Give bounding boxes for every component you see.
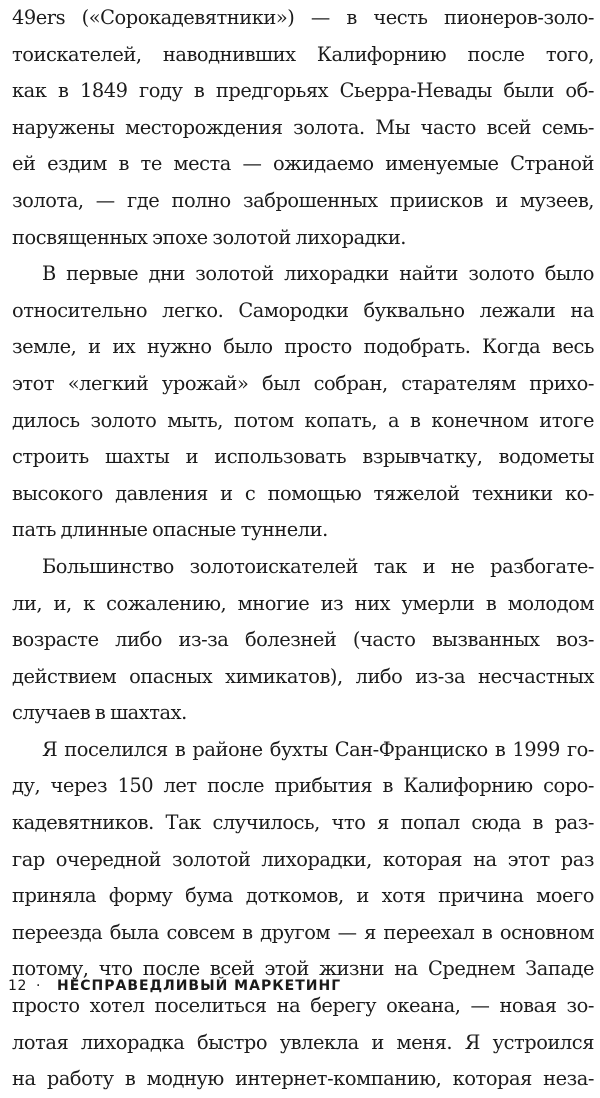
text-line: пать длинные опасные туннели.	[12, 518, 328, 542]
text-line: гар очередной золотой лихорадки, которая на этот раз	[12, 847, 594, 871]
text-line: золота, — где полно заброшенных приисков и музеев,	[12, 188, 594, 212]
text-line: переезда была совсем в другом — я переехал в основном	[12, 920, 594, 944]
text-line: посвященных эпохе золотой лихорадки.	[12, 225, 407, 249]
text-line: относительно легко. Самородки буквально лежали на	[12, 298, 594, 322]
text-line: как в 1849 году в предгорьях Сьерра-Невады были об-	[12, 79, 594, 103]
text-line: случаев в шахтах.	[12, 701, 187, 725]
text-line: земле, и их нужно было просто подобрать. Когда весь	[12, 335, 594, 359]
text-line: возрасте либо из-за болезней (часто вызванных воз-	[12, 628, 594, 652]
text-line: тоискателей, наводнивших Калифорнию после того,	[12, 42, 594, 66]
running-title: НЕСПРАВЕДЛИВЫЙ МАРКЕТИНГ	[57, 978, 342, 994]
text-line: этот «легкий урожай» был собран, старателям прихо-	[12, 371, 594, 395]
text-line: В первые дни золотой лихорадки найти золото было	[42, 262, 594, 286]
text-line: просто хотел поселиться на берегу океана, — новая зо-	[12, 994, 594, 1018]
text-line: ли, и, к сожалению, многие из них умерли в молодом	[12, 591, 594, 615]
text-line: на работу в модную интернет-компанию, которая неза-	[12, 1067, 594, 1091]
text-line: ей ездим в те места — ожидаемо именуемые Страной	[12, 152, 594, 176]
text-line: ду, через 150 лет после прибытия в Калифорнию соро-	[12, 774, 594, 798]
text-line: высокого давления и с помощью тяжелой техники ко-	[12, 481, 594, 505]
text-line: кадевятников. Так случилось, что я попал сюда в раз-	[12, 811, 594, 835]
text-line: 49ers («Сорокадевятники») — в честь пионеров-золо-	[12, 6, 594, 29]
text-line: наружены месторождения золота. Мы часто всей семь-	[12, 115, 594, 139]
text-line: действием опасных химикатов), либо из-за несчастных	[12, 664, 594, 688]
page-number: 12	[8, 978, 28, 994]
text-line: Большинство золотоискателей так и не разбогате-	[42, 554, 594, 578]
text-line: приняла форму бума доткомов, и хотя причина моего	[12, 884, 594, 908]
text-line: лотая лихорадка быстро увлекла и меня. Я устроился	[12, 1030, 594, 1054]
text-line: строить шахты и использовать взрывчатку, водометы	[12, 445, 594, 469]
body-text	[12, 0, 594, 1098]
text-line: потому, что после всей этой жизни на Среднем Западе	[12, 957, 594, 981]
footer-separator: ·	[36, 978, 42, 994]
page-footer	[0, 976, 600, 1000]
text-line: Я поселился в районе бухты Сан-Франциско в 1999 го-	[42, 737, 594, 761]
text-line: дилось золото мыть, потом копать, а в конечном итоге	[12, 408, 594, 432]
